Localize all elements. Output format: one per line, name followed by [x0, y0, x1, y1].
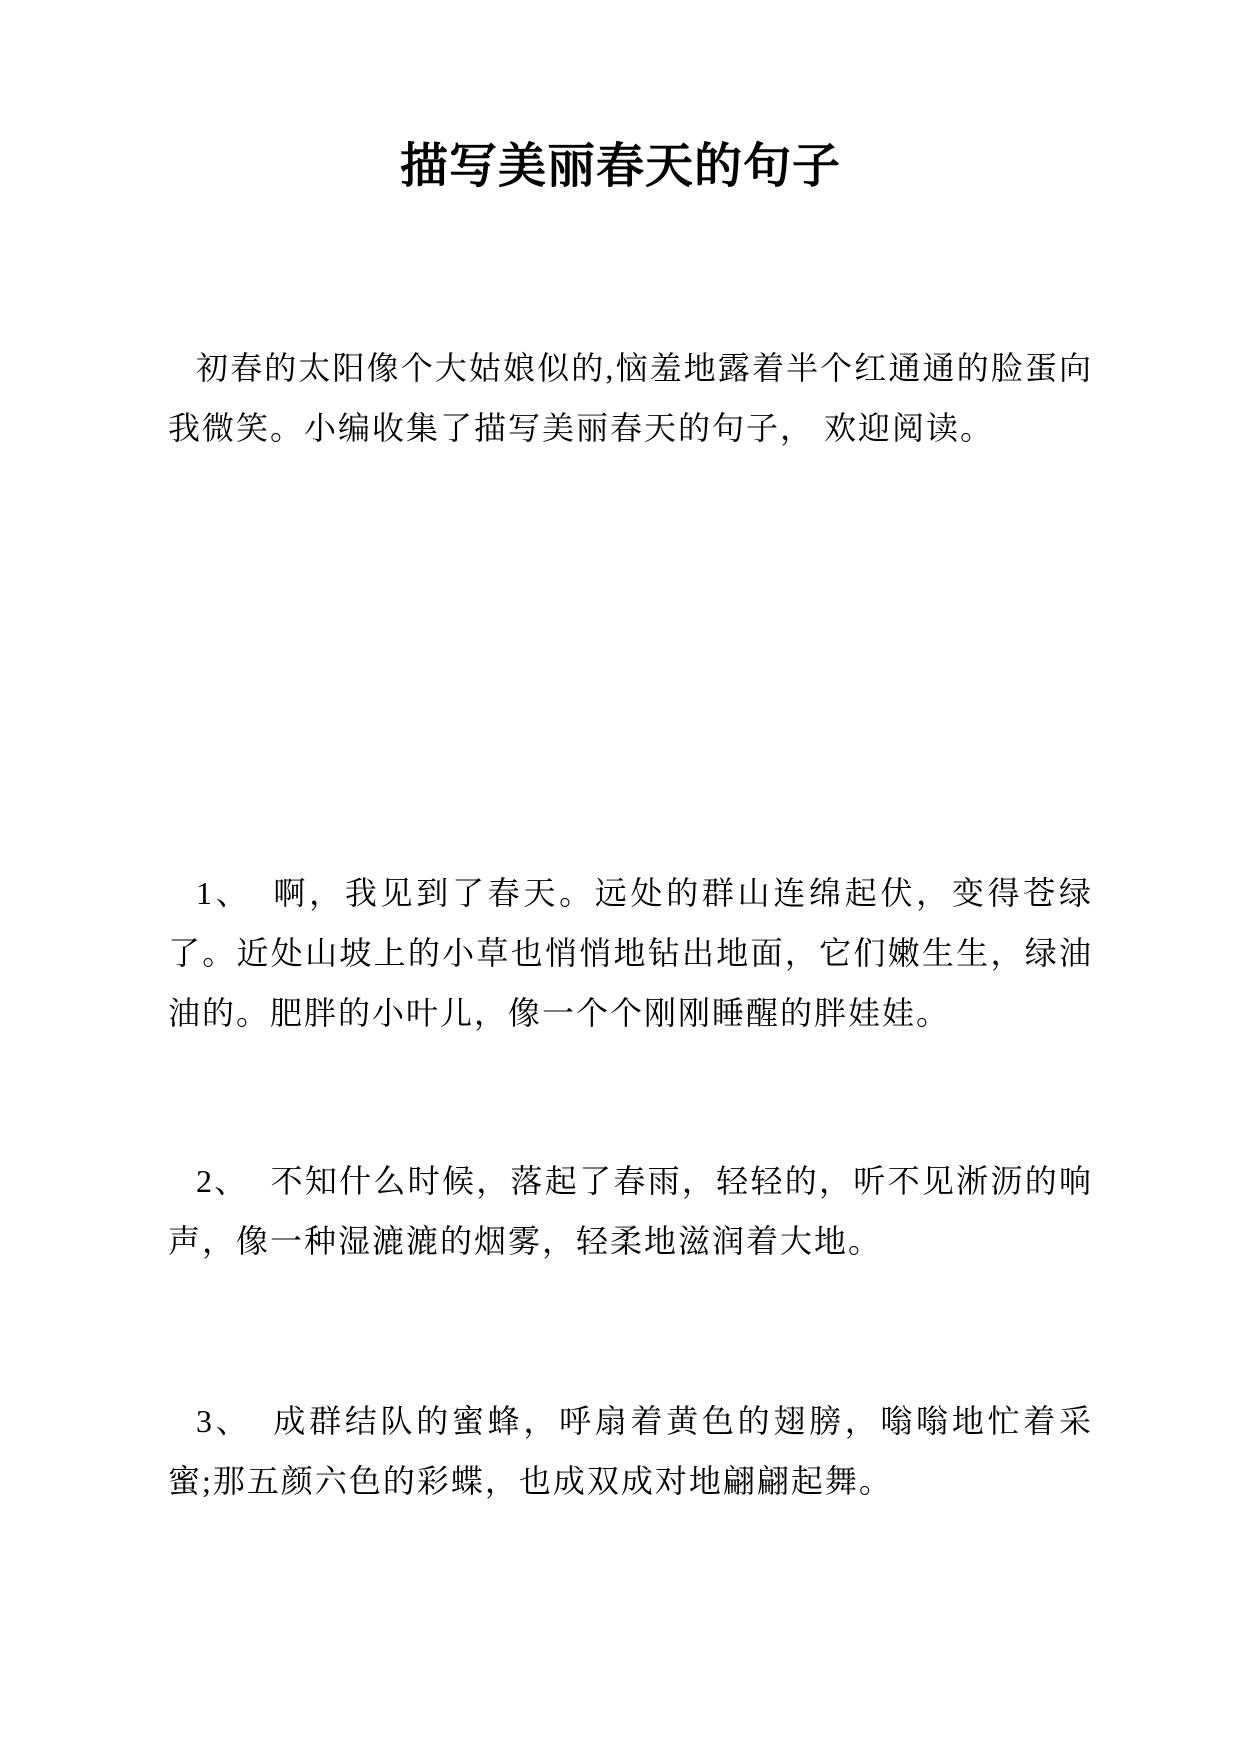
document-title: 描写美丽春天的句子: [399, 140, 841, 193]
intro-paragraph: 初春的太阳像个大姑娘似的,恼羞地露着半个红通通的脸蛋向我微笑。小编收集了描写美丽春天的句子， 欢迎阅读。: [168, 350, 1093, 446]
item-3-number: 3、: [196, 1403, 252, 1439]
list-item-1: [168, 863, 1093, 1043]
item-1-number: 1、: [196, 875, 252, 911]
item-2-number: 2、: [196, 1163, 249, 1199]
document-body: [168, 338, 1093, 1511]
list-item-3: [168, 1391, 1093, 1511]
item-1-text: 啊，我见到了春天。远处的群山连绵起伏，变得苍绿了。近处山坡上的小草也悄悄地钻出地面，它们嫩生生，绿油油的。肥胖的小叶儿，像一个个刚刚睡醒的胖娃娃。: [168, 875, 1093, 1031]
item-2-text: 不知什么时候，落起了春雨，轻轻的，听不见淅沥的响声，像一种湿漉漉的烟雾，轻柔地滋润着大地。: [168, 1163, 1093, 1259]
list-item-2: [168, 1151, 1093, 1271]
item-3-text: 成群结队的蜜蜂，呼扇着黄色的翅膀，嗡嗡地忙着采蜜;那五颜六色的彩蝶，也成双成对地翩翩起舞。: [168, 1403, 1093, 1499]
